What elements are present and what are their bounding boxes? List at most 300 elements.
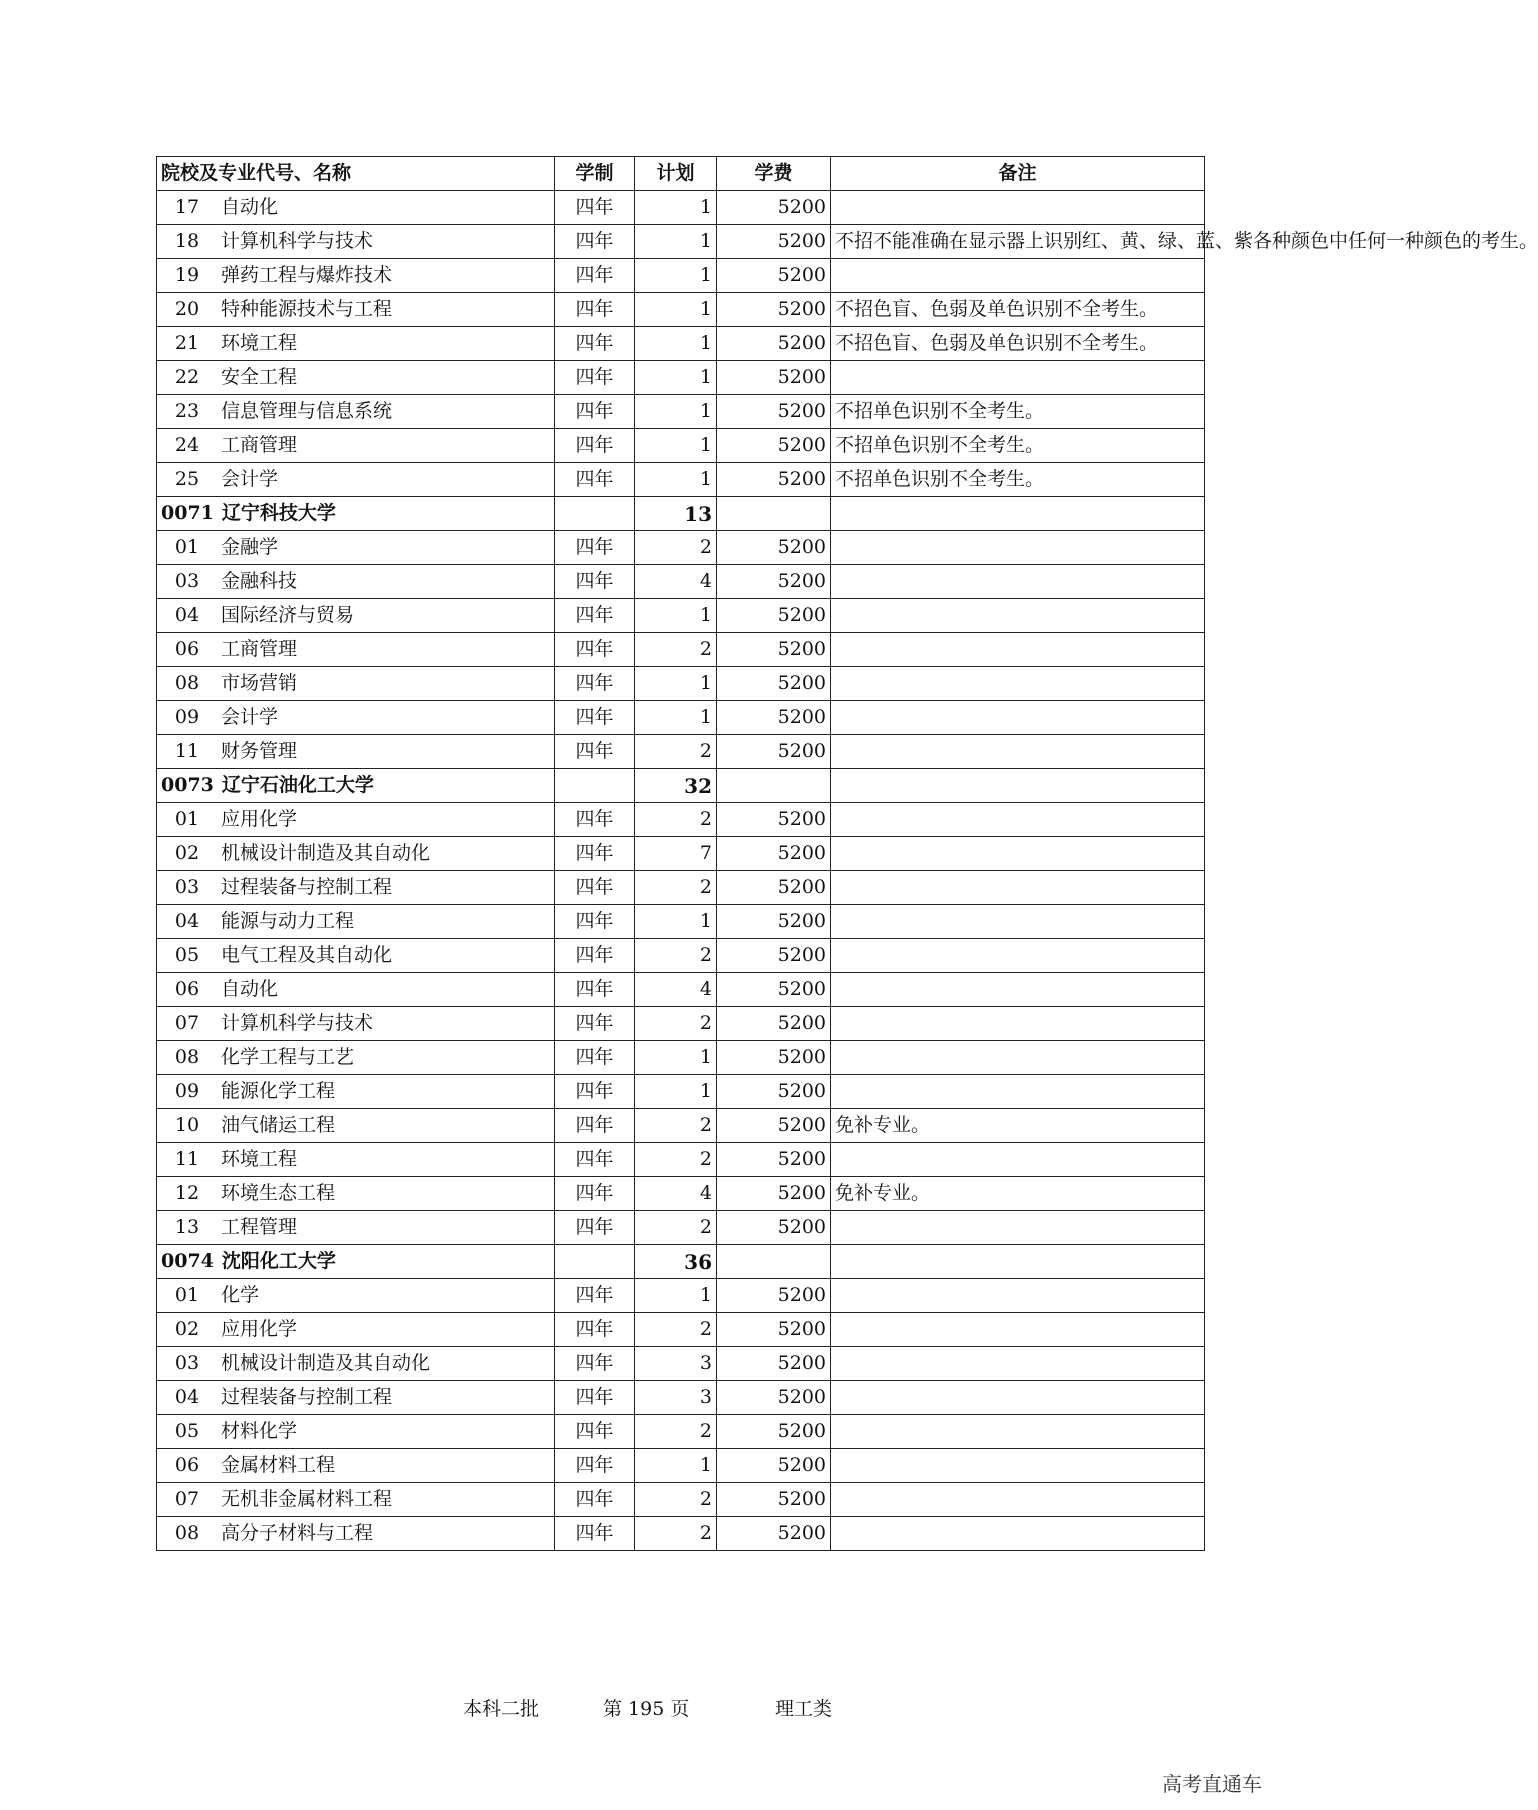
name-cell [157, 939, 555, 973]
footer-batch: 本科二批 [463, 1698, 540, 1720]
major-name: 高分子材料与工程 [221, 1522, 374, 1544]
enrollment-plan-table [156, 156, 1538, 1551]
table-row [157, 565, 1205, 599]
length-cell: 四年 [555, 361, 635, 395]
name-cell [157, 531, 555, 565]
length-cell [555, 769, 635, 803]
fee-cell: 5200 [717, 1347, 831, 1381]
plan-cell: 4 [635, 973, 717, 1007]
table-row [157, 327, 1205, 361]
school-code: 0073 [161, 774, 214, 796]
note-cell: 不招单色识别不全考生。 [831, 429, 1205, 463]
table-row [157, 531, 1205, 565]
plan-cell: 2 [635, 1517, 717, 1551]
note-cell [831, 1007, 1205, 1041]
major-name: 计算机科学与技术 [221, 230, 374, 252]
length-cell: 四年 [555, 599, 635, 633]
length-cell: 四年 [555, 1347, 635, 1381]
name-cell [157, 1313, 555, 1347]
plan-cell: 1 [635, 701, 717, 735]
table-row [157, 633, 1205, 667]
header-note: 备注 [831, 157, 1205, 191]
name-cell [157, 1109, 555, 1143]
note-cell [831, 633, 1205, 667]
length-cell: 四年 [555, 871, 635, 905]
major-code: 03 [174, 570, 200, 592]
major-code: 25 [174, 468, 200, 490]
table-row [157, 1517, 1205, 1551]
length-cell: 四年 [555, 463, 635, 497]
name-cell [157, 429, 555, 463]
plan-cell: 1 [635, 395, 717, 429]
fee-cell: 5200 [717, 361, 831, 395]
table-row [157, 1211, 1205, 1245]
major-code: 13 [174, 1216, 200, 1238]
table-row [157, 837, 1205, 871]
major-code: 10 [174, 1114, 200, 1136]
fee-cell: 5200 [717, 1279, 831, 1313]
plan-cell: 2 [635, 1313, 717, 1347]
major-code: 02 [174, 842, 200, 864]
fee-cell [717, 497, 831, 531]
major-code: 04 [174, 1386, 200, 1408]
major-name: 会计学 [221, 468, 279, 490]
table-row [157, 871, 1205, 905]
name-cell [157, 871, 555, 905]
plan-cell: 2 [635, 1483, 717, 1517]
major-code: 11 [174, 1148, 200, 1170]
header-name: 院校及专业代号、名称 [157, 157, 555, 191]
major-name: 财务管理 [221, 740, 298, 762]
length-cell: 四年 [555, 1483, 635, 1517]
table-body [157, 191, 1538, 1551]
table-row [157, 1381, 1205, 1415]
length-cell: 四年 [555, 1279, 635, 1313]
table-row [157, 225, 1205, 259]
school-name: 沈阳化工大学 [221, 1250, 336, 1272]
note-cell: 不招单色识别不全考生。 [831, 463, 1205, 497]
major-name: 安全工程 [221, 366, 298, 388]
length-cell: 四年 [555, 837, 635, 871]
note-cell [831, 565, 1205, 599]
note-cell [831, 837, 1205, 871]
length-cell: 四年 [555, 1381, 635, 1415]
major-code: 08 [174, 1046, 200, 1068]
fee-cell: 5200 [717, 905, 831, 939]
fee-cell: 5200 [717, 701, 831, 735]
name-cell [157, 463, 555, 497]
plan-cell: 1 [635, 463, 717, 497]
table-header-row [157, 157, 1205, 191]
plan-cell: 2 [635, 633, 717, 667]
major-name: 过程装备与控制工程 [221, 876, 393, 898]
page-footer [0, 1694, 1280, 1718]
fee-cell: 5200 [717, 1211, 831, 1245]
length-cell: 四年 [555, 1041, 635, 1075]
length-cell: 四年 [555, 1211, 635, 1245]
plan-cell: 4 [635, 565, 717, 599]
note-cell [831, 1075, 1205, 1109]
major-code: 03 [174, 1352, 200, 1374]
length-cell: 四年 [555, 939, 635, 973]
name-cell [157, 1279, 555, 1313]
major-name: 机械设计制造及其自动化 [221, 842, 431, 864]
table-row [157, 1177, 1205, 1211]
length-cell: 四年 [555, 973, 635, 1007]
fee-cell: 5200 [717, 1517, 831, 1551]
table-row [157, 293, 1205, 327]
school-name: 辽宁科技大学 [221, 502, 336, 524]
fee-cell [717, 1245, 831, 1279]
name-cell [157, 361, 555, 395]
plan-cell: 1 [635, 361, 717, 395]
plan-cell: 3 [635, 1381, 717, 1415]
plan-cell: 1 [635, 905, 717, 939]
major-code: 19 [174, 264, 200, 286]
school-code: 0074 [161, 1250, 214, 1272]
name-cell [157, 225, 555, 259]
length-cell: 四年 [555, 1517, 635, 1551]
note-cell: 免补专业。 [831, 1109, 1205, 1143]
major-code: 05 [174, 1420, 200, 1442]
major-name: 能源化学工程 [221, 1080, 336, 1102]
name-cell [157, 497, 555, 531]
plan-cell: 1 [635, 599, 717, 633]
table-row [157, 463, 1205, 497]
major-code: 08 [174, 1522, 200, 1544]
major-name: 金属材料工程 [221, 1454, 336, 1476]
major-code: 24 [174, 434, 200, 456]
major-code: 21 [174, 332, 200, 354]
major-code: 09 [174, 1080, 200, 1102]
header-fee: 学费 [717, 157, 831, 191]
length-cell: 四年 [555, 259, 635, 293]
note-cell [831, 1245, 1205, 1279]
major-name: 工商管理 [221, 434, 298, 456]
length-cell: 四年 [555, 293, 635, 327]
name-cell [157, 1517, 555, 1551]
plan-cell: 1 [635, 1041, 717, 1075]
note-cell: 不招色盲、色弱及单色识别不全考生。 [831, 293, 1205, 327]
header-length: 学制 [555, 157, 635, 191]
major-code: 01 [174, 536, 200, 558]
major-code: 08 [174, 672, 200, 694]
table-row [157, 905, 1205, 939]
fee-cell: 5200 [717, 225, 831, 259]
fee-cell [717, 769, 831, 803]
plan-cell: 2 [635, 1143, 717, 1177]
major-code: 09 [174, 706, 200, 728]
table-row [157, 361, 1205, 395]
name-cell [157, 395, 555, 429]
plan-cell: 1 [635, 293, 717, 327]
school-row [157, 1245, 1205, 1279]
plan-cell: 2 [635, 1211, 717, 1245]
table-row [157, 1041, 1205, 1075]
length-cell: 四年 [555, 1415, 635, 1449]
name-cell [157, 599, 555, 633]
name-cell [157, 259, 555, 293]
note-cell [831, 1211, 1205, 1245]
name-cell [157, 701, 555, 735]
table-row [157, 1415, 1205, 1449]
table-row [157, 1347, 1205, 1381]
note-cell [831, 1347, 1205, 1381]
note-cell [831, 1279, 1205, 1313]
length-cell: 四年 [555, 803, 635, 837]
table-row [157, 191, 1205, 225]
plan-cell: 1 [635, 225, 717, 259]
table-row [157, 1279, 1205, 1313]
major-name: 材料化学 [221, 1420, 298, 1442]
name-cell [157, 1415, 555, 1449]
fee-cell: 5200 [717, 293, 831, 327]
plan-cell: 1 [635, 1075, 717, 1109]
plan-cell: 2 [635, 803, 717, 837]
plan-cell: 3 [635, 1347, 717, 1381]
school-row [157, 769, 1205, 803]
school-row [157, 497, 1205, 531]
length-cell: 四年 [555, 395, 635, 429]
note-cell: 不招不能准确在显示器上识别红、黄、绿、蓝、紫各种颜色中任何一种颜色的考生。 [831, 225, 1205, 259]
name-cell [157, 769, 555, 803]
table-row [157, 1313, 1205, 1347]
length-cell: 四年 [555, 429, 635, 463]
plan-cell: 7 [635, 837, 717, 871]
major-code: 06 [174, 638, 200, 660]
fee-cell: 5200 [717, 735, 831, 769]
major-name: 电气工程及其自动化 [221, 944, 393, 966]
major-code: 17 [174, 196, 200, 218]
plan-cell: 2 [635, 1415, 717, 1449]
fee-cell: 5200 [717, 1007, 831, 1041]
watermark: 高考直通车 [1162, 1772, 1262, 1796]
fee-cell: 5200 [717, 531, 831, 565]
plan-cell: 1 [635, 429, 717, 463]
table-row [157, 1109, 1205, 1143]
major-code: 02 [174, 1318, 200, 1340]
major-name: 金融科技 [221, 570, 298, 592]
plan-cell: 36 [635, 1245, 717, 1279]
major-name: 金融学 [221, 536, 279, 558]
plan-cell: 1 [635, 191, 717, 225]
major-name: 应用化学 [221, 808, 298, 830]
name-cell [157, 565, 555, 599]
plan-cell: 32 [635, 769, 717, 803]
note-cell [831, 1143, 1205, 1177]
table-row [157, 599, 1205, 633]
name-cell [157, 803, 555, 837]
name-cell [157, 327, 555, 361]
major-code: 07 [174, 1488, 200, 1510]
table-row [157, 735, 1205, 769]
major-name: 能源与动力工程 [221, 910, 355, 932]
major-name: 工程管理 [221, 1216, 298, 1238]
length-cell: 四年 [555, 735, 635, 769]
plan-cell: 1 [635, 1279, 717, 1313]
name-cell [157, 1041, 555, 1075]
table-row [157, 803, 1205, 837]
length-cell: 四年 [555, 1007, 635, 1041]
table-row [157, 395, 1205, 429]
major-name: 自动化 [221, 196, 279, 218]
major-name: 机械设计制造及其自动化 [221, 1352, 431, 1374]
length-cell: 四年 [555, 633, 635, 667]
length-cell: 四年 [555, 531, 635, 565]
footer-category: 理工类 [775, 1698, 833, 1720]
fee-cell: 5200 [717, 871, 831, 905]
note-cell: 不招色盲、色弱及单色识别不全考生。 [831, 327, 1205, 361]
major-name: 环境工程 [221, 1148, 298, 1170]
table-row [157, 259, 1205, 293]
note-cell [831, 667, 1205, 701]
table-row [157, 701, 1205, 735]
major-name: 特种能源技术与工程 [221, 298, 393, 320]
major-name: 过程装备与控制工程 [221, 1386, 393, 1408]
name-cell [157, 633, 555, 667]
fee-cell: 5200 [717, 1313, 831, 1347]
major-code: 03 [174, 876, 200, 898]
plan-cell: 13 [635, 497, 717, 531]
major-code: 18 [174, 230, 200, 252]
major-name: 环境工程 [221, 332, 298, 354]
name-cell [157, 1449, 555, 1483]
name-cell [157, 1007, 555, 1041]
fee-cell: 5200 [717, 973, 831, 1007]
note-cell [831, 259, 1205, 293]
table-row [157, 1449, 1205, 1483]
major-name: 无机非金属材料工程 [221, 1488, 393, 1510]
name-cell [157, 1381, 555, 1415]
length-cell: 四年 [555, 327, 635, 361]
length-cell: 四年 [555, 1313, 635, 1347]
school-name: 辽宁石油化工大学 [221, 774, 374, 796]
major-code: 05 [174, 944, 200, 966]
fee-cell: 5200 [717, 395, 831, 429]
length-cell: 四年 [555, 1143, 635, 1177]
name-cell [157, 905, 555, 939]
fee-cell: 5200 [717, 633, 831, 667]
plan-cell: 2 [635, 1007, 717, 1041]
fee-cell: 5200 [717, 1415, 831, 1449]
note-cell [831, 973, 1205, 1007]
major-name: 自动化 [221, 978, 279, 1000]
table-row [157, 1143, 1205, 1177]
major-name: 计算机科学与技术 [221, 1012, 374, 1034]
name-cell [157, 1483, 555, 1517]
major-code: 23 [174, 400, 200, 422]
major-name: 国际经济与贸易 [221, 604, 355, 626]
name-cell [157, 973, 555, 1007]
table-row [157, 1483, 1205, 1517]
length-cell [555, 1245, 635, 1279]
note-cell [831, 1381, 1205, 1415]
name-cell [157, 667, 555, 701]
length-cell: 四年 [555, 905, 635, 939]
length-cell: 四年 [555, 667, 635, 701]
name-cell [157, 293, 555, 327]
fee-cell: 5200 [717, 939, 831, 973]
plan-cell: 2 [635, 1109, 717, 1143]
note-cell [831, 191, 1205, 225]
name-cell [157, 191, 555, 225]
name-cell [157, 1177, 555, 1211]
plan-cell: 4 [635, 1177, 717, 1211]
fee-cell: 5200 [717, 1109, 831, 1143]
major-code: 12 [174, 1182, 200, 1204]
major-name: 油气储运工程 [221, 1114, 336, 1136]
major-name: 会计学 [221, 706, 279, 728]
note-cell [831, 1313, 1205, 1347]
major-name: 信息管理与信息系统 [221, 400, 393, 422]
length-cell: 四年 [555, 1109, 635, 1143]
fee-cell: 5200 [717, 599, 831, 633]
major-code: 07 [174, 1012, 200, 1034]
major-name: 化学 [221, 1284, 260, 1306]
note-cell [831, 701, 1205, 735]
school-code: 0071 [161, 502, 214, 524]
major-name: 市场营销 [221, 672, 298, 694]
plan-cell: 2 [635, 939, 717, 973]
major-code: 01 [174, 1284, 200, 1306]
name-cell [157, 1143, 555, 1177]
plan-cell: 2 [635, 871, 717, 905]
name-cell [157, 1347, 555, 1381]
fee-cell: 5200 [717, 1041, 831, 1075]
table-row [157, 667, 1205, 701]
name-cell [157, 837, 555, 871]
fee-cell: 5200 [717, 1143, 831, 1177]
note-cell: 免补专业。 [831, 1177, 1205, 1211]
footer-page-number: 第 195 页 [603, 1698, 690, 1720]
major-name: 工商管理 [221, 638, 298, 660]
major-code: 22 [174, 366, 200, 388]
length-cell: 四年 [555, 191, 635, 225]
note-cell [831, 531, 1205, 565]
length-cell: 四年 [555, 701, 635, 735]
name-cell [157, 735, 555, 769]
major-code: 20 [174, 298, 200, 320]
note-cell [831, 769, 1205, 803]
plan-cell: 1 [635, 667, 717, 701]
fee-cell: 5200 [717, 1177, 831, 1211]
header-plan: 计划 [635, 157, 717, 191]
note-cell [831, 735, 1205, 769]
plan-cell: 1 [635, 1449, 717, 1483]
table-row [157, 939, 1205, 973]
table-row [157, 429, 1205, 463]
length-cell: 四年 [555, 225, 635, 259]
note-cell [831, 1041, 1205, 1075]
note-cell: 不招单色识别不全考生。 [831, 395, 1205, 429]
name-cell [157, 1075, 555, 1109]
note-cell [831, 871, 1205, 905]
note-cell [831, 1483, 1205, 1517]
note-cell [831, 939, 1205, 973]
note-cell [831, 1517, 1205, 1551]
plan-cell: 1 [635, 327, 717, 361]
note-cell [831, 599, 1205, 633]
length-cell [555, 497, 635, 531]
major-code: 06 [174, 1454, 200, 1476]
note-cell [831, 497, 1205, 531]
major-code: 06 [174, 978, 200, 1000]
fee-cell: 5200 [717, 667, 831, 701]
fee-cell: 5200 [717, 463, 831, 497]
note-cell [831, 1415, 1205, 1449]
major-code: 01 [174, 808, 200, 830]
fee-cell: 5200 [717, 1075, 831, 1109]
